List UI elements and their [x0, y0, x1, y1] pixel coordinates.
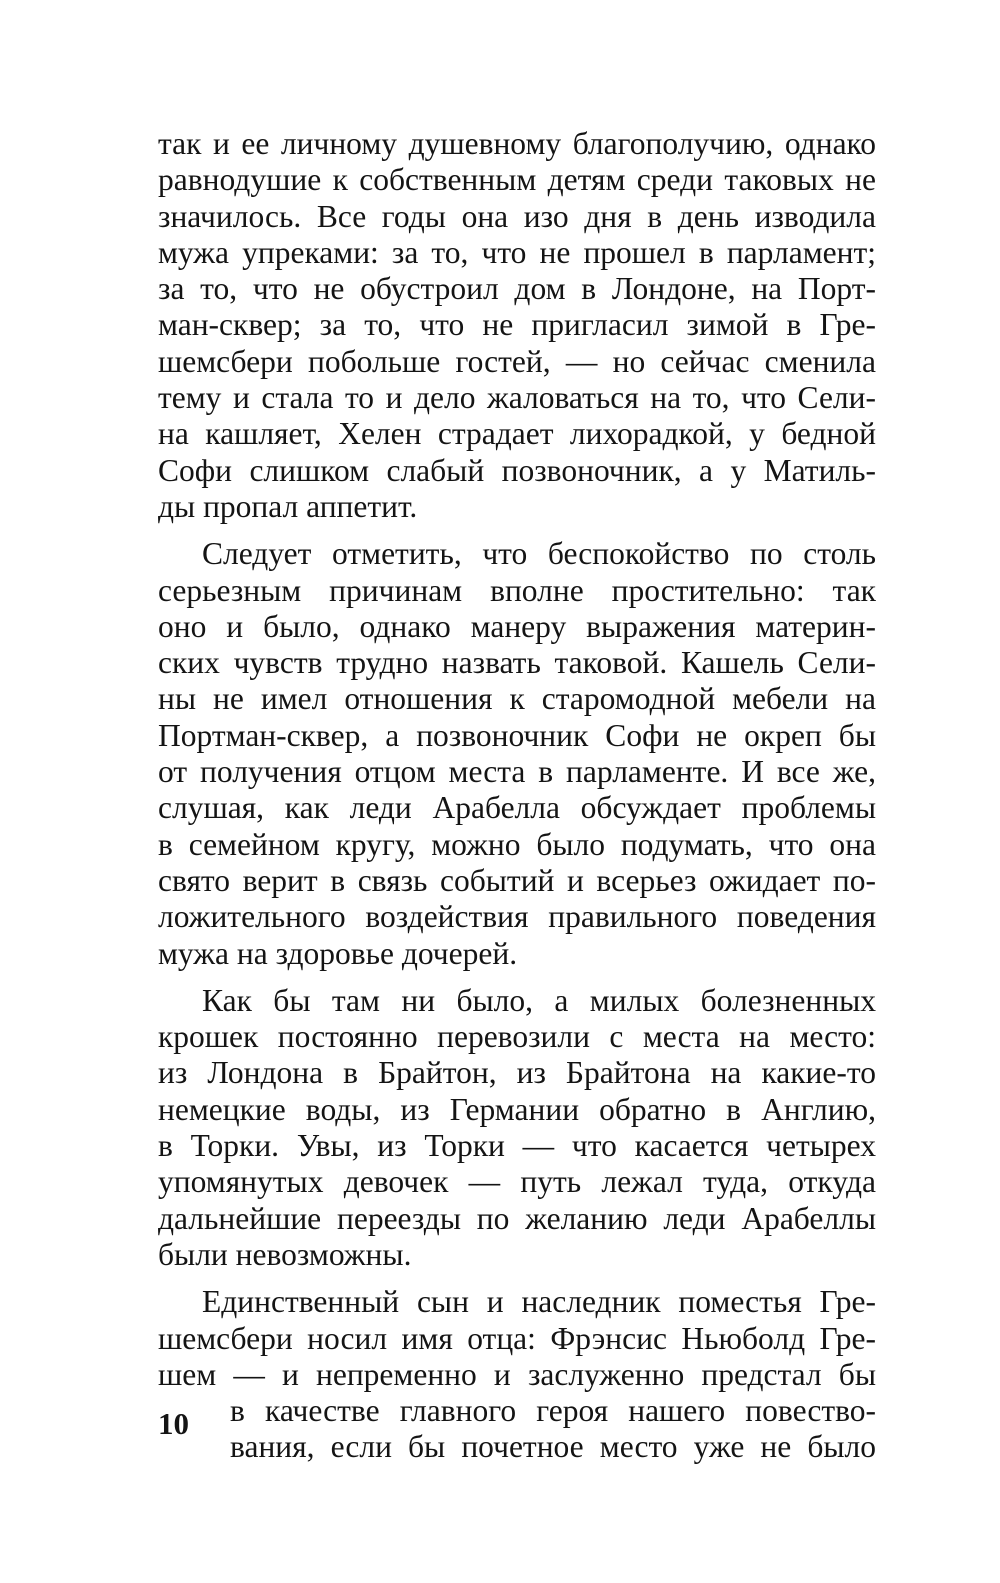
- text-line: мужа на здоровье дочерей.: [158, 935, 518, 971]
- text-line: ды пропал аппетит.: [158, 488, 418, 524]
- text-line: Как бы там ни было, а милых болезненных: [202, 982, 876, 1018]
- text-line: Софи слишком слабый позвоночник, а у Матиль-: [158, 452, 876, 488]
- text-line: равнодушие к собственным детям среди таковых не: [158, 162, 876, 198]
- text-line: за то, что не обустроил дом в Лондоне, на Порт-: [158, 271, 876, 307]
- text-line: Следует отметить, что беспокойство по столь: [202, 536, 876, 572]
- text-line: от получения отцом места в парламенте. И все же,: [158, 754, 876, 790]
- text-line: в качестве главного героя нашего повество-: [230, 1393, 876, 1429]
- text-line: так и ее личному душевному благополучию, однако: [158, 126, 876, 161]
- text-line: Единственный сын и наследник поместья Гре-: [202, 1284, 876, 1320]
- text-line: в Торки. Увы, из Торки — что касается четырех: [158, 1128, 876, 1164]
- text-line: немецкие воды, из Германии обратно в Англию,: [158, 1091, 876, 1127]
- text-line: шемсбери носил имя отца: Фрэнсис Ньюболд Гре-: [158, 1320, 876, 1356]
- page-number: 10: [158, 1406, 189, 1441]
- text-line: свято верит в связь событий и всерьез ожидает по-: [158, 862, 876, 898]
- text-line: ман-сквер; за то, что не пригласил зимой в Гре-: [158, 307, 876, 343]
- text-line: упомянутых девочек — путь лежал туда, откуда: [158, 1164, 876, 1200]
- text-line: значилось. Все годы она изо дня в день изводила: [158, 198, 876, 234]
- paragraph-3: [158, 983, 876, 1273]
- text-line: в семейном кругу, можно было подумать, что она: [158, 826, 876, 862]
- paragraph-1: [158, 126, 876, 525]
- text-line: из Лондона в Брайтон, из Брайтона на какие-то: [158, 1055, 876, 1091]
- text-line: ских чувств трудно назвать таковой. Кашель Сели-: [158, 645, 876, 681]
- text-line: оно и было, однако манеру выражения материн-: [158, 608, 876, 644]
- text-line: ложительного воздействия правильного поведения: [158, 899, 876, 935]
- text-line: Портман-сквер, а позвоночник Софи не окреп бы: [158, 717, 876, 753]
- paragraph-4: [158, 1284, 876, 1465]
- paragraph-gap: [158, 525, 876, 536]
- text-line: вания, если бы почетное место уже не было: [230, 1429, 876, 1465]
- text-line: были невозможны.: [158, 1236, 412, 1272]
- text-line: крошек постоянно перевозили с места на место:: [158, 1019, 876, 1055]
- paragraph-gap: [158, 1273, 876, 1284]
- text-line: дальнейшие переезды по желанию леди Арабеллы: [158, 1200, 876, 1236]
- paragraph-2: [158, 536, 876, 972]
- text-line: ны не имел отношения к старомодной мебели на: [158, 681, 876, 717]
- text-line: шемсбери побольше гостей, — но сейчас сменила: [158, 343, 876, 379]
- paragraph-gap: [158, 972, 876, 983]
- text-line: серьезным причинам вполне простительно: так: [158, 572, 876, 608]
- text-line: слушая, как леди Арабелла обсуждает проблемы: [158, 790, 876, 826]
- text-line: шем — и непременно и заслуженно предстал бы: [158, 1356, 876, 1392]
- text-line: мужа упреками: за то, что не прошел в парламент;: [158, 234, 876, 270]
- page-body: [158, 126, 876, 1466]
- text-line: тему и стала то и дело жаловаться на то, что Сели-: [158, 380, 876, 416]
- text-line: на кашляет, Хелен страдает лихорадкой, у бедной: [158, 416, 876, 452]
